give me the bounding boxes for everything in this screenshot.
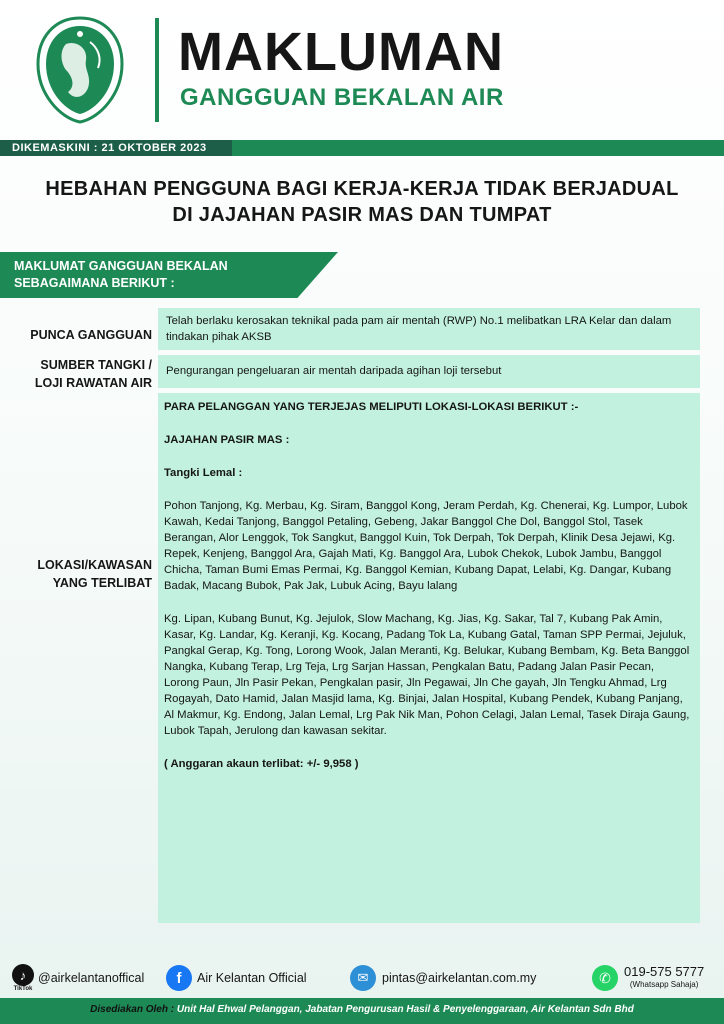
header-divider bbox=[155, 18, 159, 122]
email-icon: ✉ bbox=[350, 965, 376, 991]
whatsapp-icon: ✆ bbox=[592, 965, 618, 991]
whatsapp-contact[interactable] bbox=[592, 962, 704, 994]
lokasi-paragraph-1: Pohon Tanjong, Kg. Merbau, Kg. Siram, Banggol Kong, Jeram Perdah, Kg. Chenerai, Kg. Lumpor, Lubok Kawah, Kedai Tanjong, Banggol Petaling, Gebeng, Jakar Banggol Che Dol, Banggol Stol, Tasek Berangan, Alor Lenggok, Tok Sangkut, Banggol Kuin, Tok Derpah, Tok Derpah, Klinik Desa Jejawi, Kg. Repek, Kenjeng, Banggol Ara, Gajah Mati, Kg. Banggol Ara, Lubok Chekok, Lubok Jambu, Banggol Chicha, Taman Bumi Emas Permai, Kg. Banggol Kemian, Kubang Dapat, Lelabi, Kg. Dangar, Kubang Badak, Macang Bubok, Pak Jak, Lubuk Acing, Bayu lalang bbox=[164, 500, 688, 592]
headline bbox=[0, 176, 724, 228]
section-banner-line-2: SEBAGAIMANA BERIKUT : bbox=[14, 276, 175, 290]
page-subtitle: GANGGUAN BEKALAN AIR bbox=[180, 84, 504, 111]
jajahan-heading: JAJAHAN PASIR MAS : bbox=[164, 434, 290, 446]
air-kelantan-logo bbox=[36, 14, 124, 126]
footer-contacts bbox=[0, 962, 724, 994]
page-title: MAKLUMAN bbox=[178, 22, 504, 82]
facebook-icon: f bbox=[166, 965, 192, 991]
sumber-label-line-2: LOJI RAWATAN AIR bbox=[34, 376, 152, 390]
tangki-heading: Tangki Lemal : bbox=[164, 467, 243, 479]
tiktok-icon: ♪ bbox=[12, 964, 34, 986]
sumber-label bbox=[18, 356, 152, 392]
lokasi-label-line-2: YANG TERLIBAT bbox=[52, 576, 152, 590]
facebook-name: Air Kelantan Official bbox=[197, 971, 307, 985]
whatsapp-note: (Whatsapp Sahaja) bbox=[629, 980, 699, 989]
tiktok-label: TikTok bbox=[13, 986, 33, 992]
lokasi-label-line-1: LOKASI/KAWASAN bbox=[37, 558, 152, 572]
tiktok-handle: @airkelantanoffical bbox=[38, 971, 145, 985]
sumber-label-line-1: SUMBER TANGKI / bbox=[40, 358, 152, 372]
prepared-by bbox=[0, 1004, 724, 1015]
headline-line-1: HEBAHAN PENGGUNA BAGI KERJA-KERJA TIDAK BERJADUAL bbox=[45, 178, 679, 200]
whatsapp-number: 019-575 5777 bbox=[624, 964, 705, 979]
lokasi-heading: PARA PELANGGAN YANG TERJEJAS MELIPUTI LOKASI-LOKASI BERIKUT :- bbox=[164, 401, 579, 413]
sumber-text: Pengurangan pengeluaran air mentah daripada agihan loji tersebut bbox=[166, 365, 502, 377]
punca-label: PUNCA GANGGUAN bbox=[30, 328, 152, 342]
email-address: pintas@airkelantan.com.my bbox=[382, 971, 537, 985]
section-banner-text bbox=[14, 258, 228, 292]
facebook-contact[interactable] bbox=[166, 962, 307, 994]
lokasi-content bbox=[164, 399, 692, 772]
prepared-by-text: Unit Hal Ehwal Pelanggan, Jabatan Pengurusan Hasil & Penyelenggaraan, Air Kelantan Sdn Bhd bbox=[176, 1004, 634, 1015]
updated-date: DIKEMASKINI : 21 OKTOBER 2023 bbox=[12, 142, 207, 154]
lokasi-label bbox=[18, 556, 152, 592]
tiktok-contact[interactable] bbox=[12, 962, 144, 994]
section-banner-line-1: MAKLUMAT GANGGUAN BEKALAN bbox=[14, 259, 228, 273]
headline-line-2: DI JAJAHAN PASIR MAS DAN TUMPAT bbox=[172, 204, 552, 226]
prepared-by-label: Disediakan Oleh : bbox=[90, 1004, 175, 1015]
anggaran-akaun: ( Anggaran akaun terlibat: +/- 9,958 ) bbox=[164, 758, 359, 770]
lokasi-paragraph-2: Kg. Lipan, Kubang Bunut, Kg. Jejulok, Slow Machang, Kg. Jias, Kg. Sakar, Tal 7, Kubang Pak Amin, Kasar, Kg. Landar, Kg. Keranji, Kg. Kocang, Padang Tok La, Kubang Gatal, Taman SPP Permai, Jejuluk, Pangkal Gerap, Kg. Tong, Lorong Wook, Jalan Meranti, Kg. Belukar, Kubang Bembam, Kg. Beta Banggol Nangka, Kubang Terap, Lrg Teja, Lrg Sarjan Hassan, Pengkalan Batu, Padang Jalan Pasir Pecan, Lorong Paun, Jln Pasir Pekan, Pengkalan pasir, Jln Pegawai, Jln Che gayah, Jln Tengku Ahmad, Lrg Rogayah, Dato Hamid, Jalan Masjid lama, Kg. Binjai, Jalan Hospital, Kubang Pendek, Kubang Panjang, Al Makmur, Kg. Endong, Jalan Lemal, Lrg Pak Nik Man, Pohon Celagi, Jalan Lemal, Tasek Diraja Gaung, Lubok Tapah, Jerulong dan kawasan sekitar. bbox=[164, 613, 690, 737]
email-contact[interactable] bbox=[350, 962, 536, 994]
punca-text: Telah berlaku kerosakan teknikal pada pam air mentah (RWP) No.1 melibatkan LRA Kelar dan dalam tindakan pihak AKSB bbox=[166, 315, 672, 343]
